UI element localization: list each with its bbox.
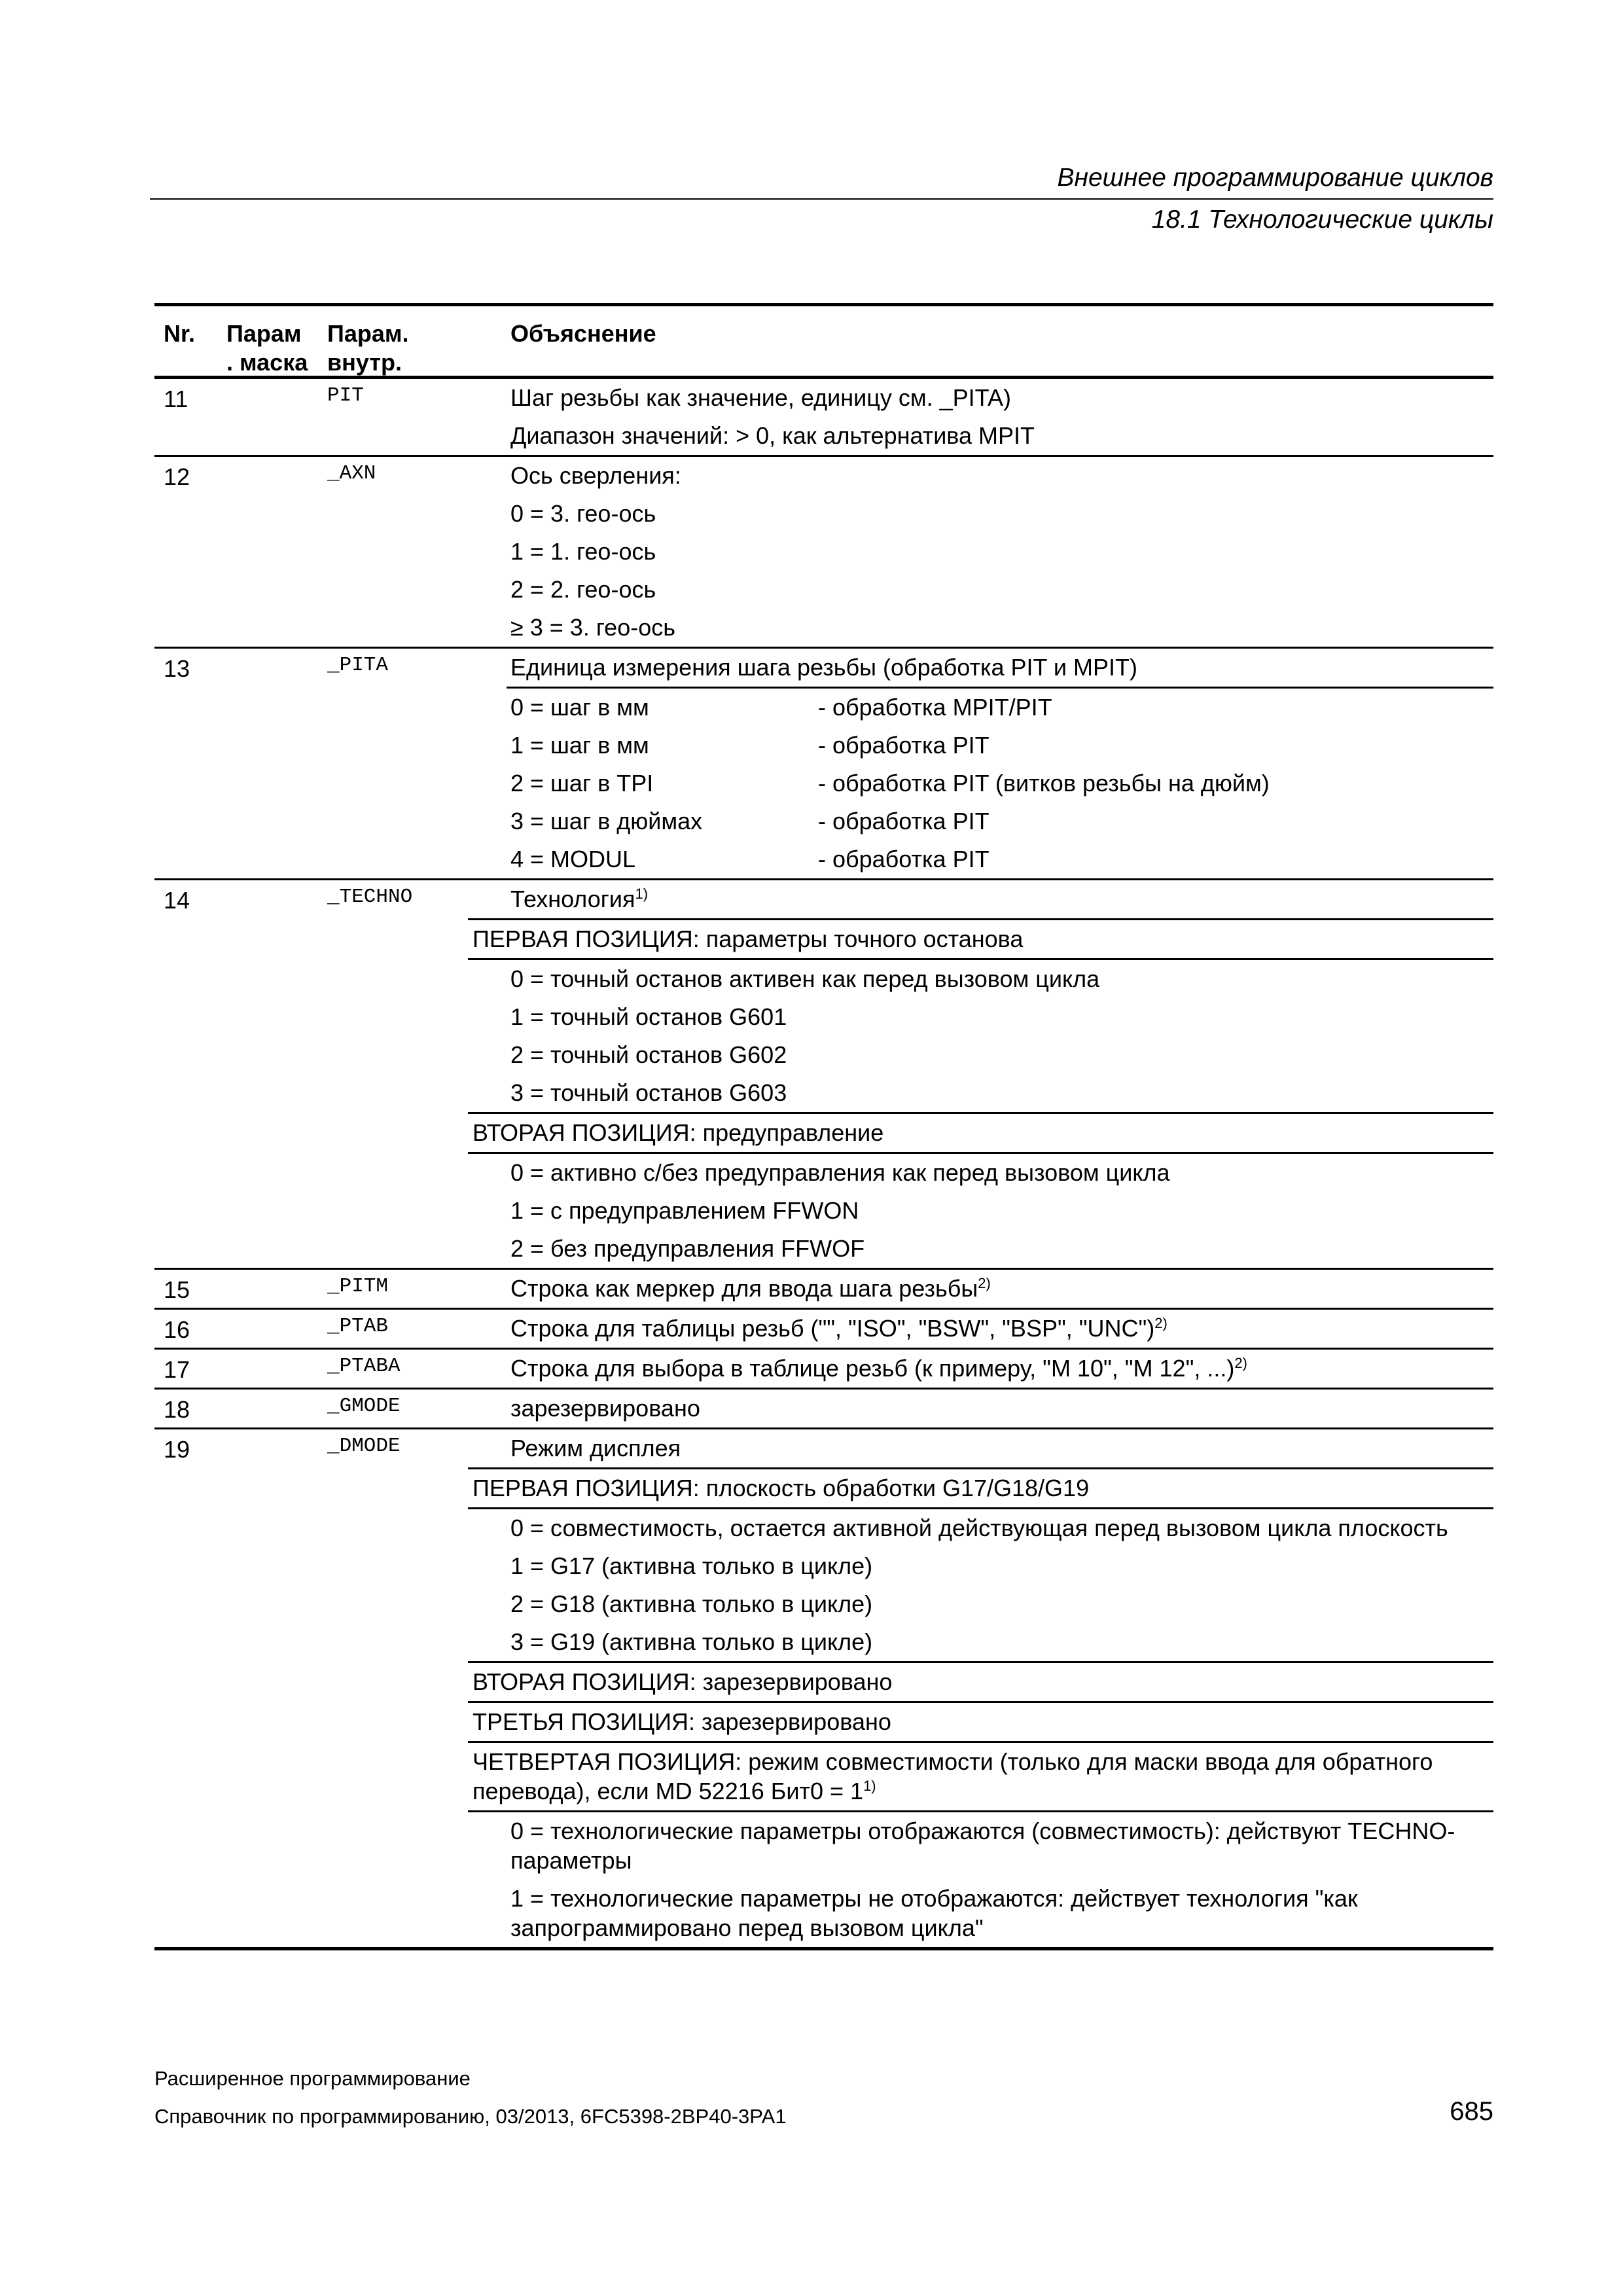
value-desc: - обработка PIT <box>818 846 990 872</box>
row-number: 11 <box>164 386 188 412</box>
value-text: 1 = шаг в мм <box>510 732 649 759</box>
chapter-title: Внешнее программирование циклов <box>1057 164 1493 192</box>
explanation-line: 2 = точный останов G602 <box>510 1041 787 1068</box>
param-name: PIT <box>327 384 364 407</box>
parameter-table <box>154 303 1493 1950</box>
explanation-line: 2 = G18 (активна только в цикле) <box>510 1590 873 1617</box>
row-number: 14 <box>164 887 190 914</box>
explanation-line: Строка для таблицы резьб ("", "ISO", "BSW", "BSP", "UNC")$^{2)}$ <box>510 1315 1168 1342</box>
table-row <box>154 457 1493 649</box>
explanation-line: 0 = технологические параметры отображаются (совместимость): действуют TECHNO-параметры <box>510 1818 1455 1874</box>
position-heading: ВТОРАЯ ПОЗИЦИЯ: предуправление <box>468 1112 1493 1154</box>
footer-book-title: Расширенное программирование <box>154 2067 471 2090</box>
footer-edition: Справочник по программированию, 03/2013, 6FC5398-2BP40-3PA1 <box>154 2105 787 2128</box>
value-text: 0 = шаг в мм <box>510 694 649 721</box>
row-number: 19 <box>164 1436 190 1463</box>
row-number: 18 <box>164 1396 190 1423</box>
explanation-line: 3 = G19 (активна только в цикле) <box>510 1628 873 1655</box>
param-name: _PITA <box>327 654 389 677</box>
value-text: 3 = шаг в дюймах <box>510 808 703 834</box>
explanation-head: Единица измерения шага резьбы (обработка PIT и MPIT) <box>507 649 1493 689</box>
footnote-ref: 2) <box>978 1275 991 1291</box>
table-row <box>154 649 1493 880</box>
explanation-line: Диапазон значений: > 0, как альтернатива MPIT <box>510 422 1035 449</box>
param-name: _PTAB <box>327 1315 389 1338</box>
footnote-ref: 2) <box>1154 1315 1168 1331</box>
table-row <box>154 1390 1493 1429</box>
table-row <box>154 880 1493 1270</box>
explanation-line: 1 = с предуправлением FFWON <box>510 1197 859 1224</box>
explanation-line: 1 = G17 (активна только в цикле) <box>510 1552 873 1579</box>
value-text: 2 = шаг в TPI <box>510 770 654 797</box>
col-nr: Nr. <box>164 320 196 347</box>
row-number: 17 <box>164 1356 190 1383</box>
explanation-head: Технология$^{1)}$ <box>510 886 649 912</box>
position-heading: ТРЕТЬЯ ПОЗИЦИЯ: зарезервировано <box>468 1703 1493 1743</box>
position-heading: ПЕРВАЯ ПОЗИЦИЯ: параметры точного останова <box>468 918 1493 960</box>
explanation-line: 0 = активно с/без предуправления как перед вызовом цикла <box>510 1159 1170 1186</box>
position-heading: ЧЕТВЕРТАЯ ПОЗИЦИЯ: режим совместимости (только для маски ввода для обратного перевода), если MD 52216 $Бит0 = 1^{1)}$ <box>468 1743 1493 1812</box>
col-internal: Парам. внутр. <box>327 320 409 376</box>
explanation-line: 1 = технологические параметры не отображаются: действует технология "как запрограммировано перед вызовом цикла" <box>510 1885 1358 1941</box>
page-number: 685 <box>1450 2097 1493 2126</box>
row-number: 16 <box>164 1316 190 1343</box>
position-heading: ПЕРВАЯ ПОЗИЦИЯ: плоскость обработки G17/G18/G19 <box>468 1467 1493 1509</box>
param-name: _GMODE <box>327 1395 401 1418</box>
explanation-line: 1 = 1. гео-ось <box>510 538 656 565</box>
section-title: 18.1 Технологические циклы <box>1151 206 1493 234</box>
value-text: 4 = MODUL <box>510 846 636 872</box>
explanation-line: 3 = точный останов G603 <box>510 1079 787 1106</box>
explanation-line: 1 = точный останов G601 <box>510 1003 787 1030</box>
value-desc: - обработка PIT (витков резьбы на дюйм) <box>818 770 1270 797</box>
table-row <box>154 1429 1493 1950</box>
explanation-line: 0 = 3. гео-ось <box>510 500 656 527</box>
table-header <box>154 303 1493 379</box>
param-name: _PITM <box>327 1275 389 1298</box>
table-row <box>154 1270 1493 1310</box>
row-number: 13 <box>164 655 190 682</box>
col-explanation: Объяснение <box>510 320 656 347</box>
header-rule <box>150 198 1493 200</box>
explanation-line: Ось сверления: <box>510 462 681 489</box>
explanation-line: 0 = совместимость, остается активной действующая перед вызовом цикла плоскость <box>510 1515 1448 1541</box>
param-name: _AXN <box>327 462 376 485</box>
footnote-ref: 1) <box>863 1778 876 1794</box>
table-row <box>154 1350 1493 1390</box>
param-name: _PTABA <box>327 1355 401 1378</box>
row-number: 12 <box>164 463 190 490</box>
explanation-line: 2 = без предуправления FFWOF <box>510 1235 865 1262</box>
explanation-line: ≥ 3 = 3. гео-ось <box>510 614 675 641</box>
explanation-line: 0 = точный останов активен как перед вызовом цикла <box>510 965 1100 992</box>
value-desc: - обработка PIT <box>818 808 990 834</box>
explanation-head: Режим дисплея <box>510 1435 681 1462</box>
footnote-ref: 2) <box>1234 1355 1247 1371</box>
col-mask: Парам . маска <box>226 320 308 376</box>
explanation-line: Шаг резьбы как значение, единицу см. _PITA) <box>510 384 1011 411</box>
param-name: _DMODE <box>327 1435 401 1458</box>
table-row <box>154 379 1493 457</box>
value-desc: - обработка MPIT/PIT <box>818 694 1052 721</box>
explanation-line: зарезервировано <box>510 1395 700 1422</box>
explanation-line: Строка для выбора в таблице резьб (к примеру, "M 10", "M 12", ...)$^{2)}$ <box>510 1355 1247 1382</box>
value-desc: - обработка PIT <box>818 732 990 759</box>
row-number: 15 <box>164 1276 190 1303</box>
footnote-ref: 1) <box>635 886 649 902</box>
param-name: _TECHNO <box>327 886 413 908</box>
explanation-line: Строка как меркер для ввода шага резьбы$^{2)}$ <box>510 1275 991 1302</box>
table-row <box>154 1310 1493 1350</box>
position-heading: ВТОРАЯ ПОЗИЦИЯ: зарезервировано <box>468 1661 1493 1703</box>
explanation-line: 2 = 2. гео-ось <box>510 576 656 603</box>
